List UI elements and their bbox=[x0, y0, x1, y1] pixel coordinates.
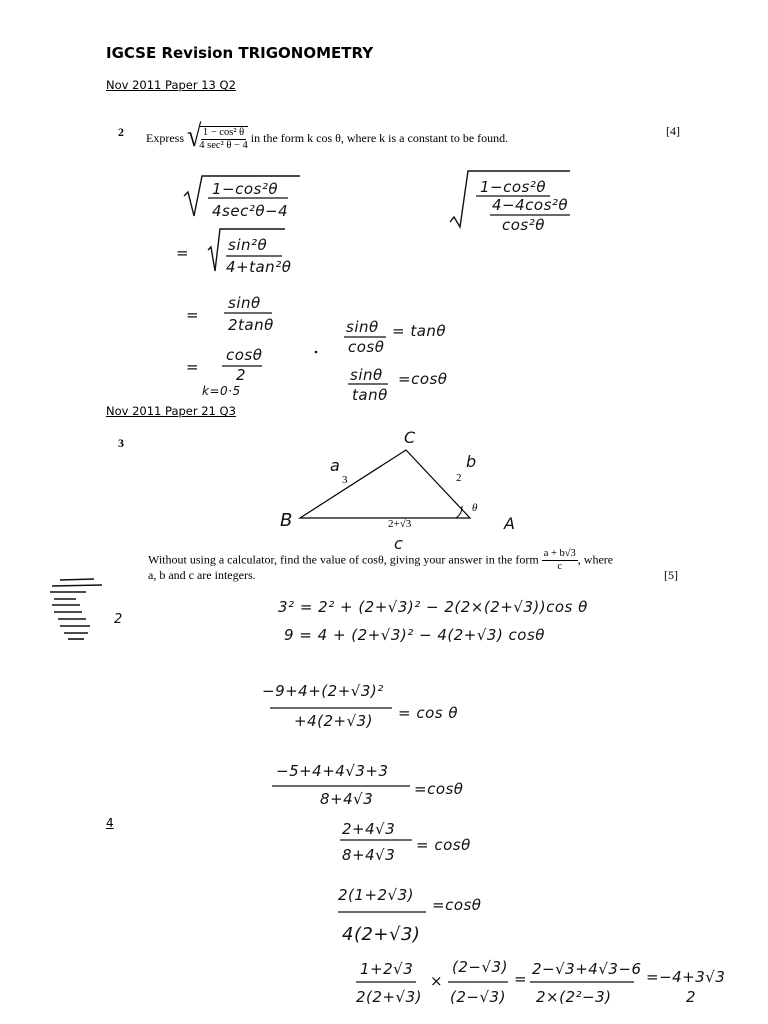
q1-side2-res: = tanθ bbox=[392, 322, 447, 340]
vertex-a: A bbox=[504, 514, 516, 533]
q1-side2-num: sinθ bbox=[346, 318, 379, 336]
q2-line3-num: −9+4+(2+√3)² bbox=[262, 682, 384, 700]
q1-reference: Nov 2011 Paper 13 Q2 bbox=[106, 78, 236, 92]
q2-line5-res: = cosθ bbox=[416, 836, 471, 854]
q2-line4-num: −5+4+4√3+3 bbox=[276, 762, 389, 780]
q1-step4-den: 2 bbox=[236, 366, 247, 384]
angle-theta: θ bbox=[472, 502, 478, 514]
q1-frac-num: 1 − cos² θ bbox=[202, 127, 245, 138]
q2-question-line2: a, b and c are integers. bbox=[148, 568, 256, 582]
q2-line5-num: 2+4√3 bbox=[342, 820, 396, 838]
q1-side3-res: =cosθ bbox=[398, 370, 448, 388]
q1-eq-1: = bbox=[176, 244, 190, 262]
q2-text-line1: Without using a calculator, find the value of cosθ, giving your answer in the form bbox=[148, 552, 539, 567]
sqrt-symbol: √ bbox=[187, 118, 202, 154]
side-bc-label: 3 bbox=[342, 474, 348, 486]
q1-side1-mid: 4−4cos²θ bbox=[492, 196, 569, 214]
q2-work-line2: 9 = 4 + (2+√3)² − 4(2+√3) cosθ bbox=[284, 626, 545, 644]
q2-line7c-num: 2−√3+4√3−6 bbox=[532, 960, 642, 978]
side-ab-hand: c bbox=[394, 534, 404, 553]
q2-line7-times: × bbox=[430, 972, 444, 990]
q2-line5-den: 8+4√3 bbox=[342, 846, 396, 864]
q1-step3-den: 2tanθ bbox=[228, 316, 274, 334]
q2-line7-eq: = bbox=[514, 970, 528, 988]
q2-form-num: a + b√3 bbox=[543, 548, 576, 559]
q1-eq-3: = bbox=[186, 358, 200, 376]
q2-number: 3 bbox=[118, 436, 124, 450]
q1-step1-den: 4sec²θ−4 bbox=[212, 202, 289, 220]
side-ca-hand: b bbox=[466, 452, 477, 471]
q2-line7a-num: 1+2√3 bbox=[360, 960, 414, 978]
q1-side3-num: sinθ bbox=[350, 366, 383, 384]
side-ca-label: 2 bbox=[456, 472, 462, 484]
q1-step4-num: cosθ bbox=[226, 346, 263, 364]
q2-reference: Nov 2011 Paper 21 Q3 bbox=[106, 404, 236, 418]
q2-line7b-num: (2−√3) bbox=[452, 958, 508, 976]
q1-step3-num: sinθ bbox=[228, 294, 261, 312]
q1-step2-den: 4+tan²θ bbox=[226, 258, 292, 276]
q2-line7c-den: 2×(2²−3) bbox=[536, 988, 612, 1006]
q2-line6-num: 2(1+2√3) bbox=[338, 886, 415, 904]
q2-line3-den: +4(2+√3) bbox=[294, 712, 374, 730]
side-bc-hand: a bbox=[330, 456, 341, 475]
q2-work-line1: 3² = 2² + (2+√3)² − 2(2×(2+√3))cos θ bbox=[278, 598, 588, 616]
q1-side3-den: tanθ bbox=[352, 386, 388, 404]
q2-line7b-den: (2−√3) bbox=[450, 988, 506, 1006]
vertex-b: B bbox=[280, 510, 293, 531]
q1-k-result: k=0·5 bbox=[202, 384, 241, 398]
q1-number: 2 bbox=[118, 125, 124, 139]
q2-side-mark: 2 bbox=[114, 612, 123, 627]
vertex-c: C bbox=[404, 428, 416, 447]
q3-reference: 4 bbox=[106, 816, 114, 830]
q2-line7d-num: =−4+3√3 bbox=[646, 968, 726, 986]
q2-line7d-den: 2 bbox=[686, 988, 697, 1006]
q2-marks: [5] bbox=[664, 568, 678, 582]
q1-marks: [4] bbox=[666, 124, 680, 138]
side-ab-label: 2+√3 bbox=[388, 518, 412, 530]
page-title: IGCSE Revision TRIGONOMETRY bbox=[106, 44, 374, 62]
q1-side1-num: 1−cos²θ bbox=[480, 178, 547, 196]
q2-line3-res: = cos θ bbox=[398, 704, 459, 722]
q2-form-den: c bbox=[557, 561, 563, 572]
q1-step2-num: sin²θ bbox=[228, 236, 268, 254]
q2-line6-den: 4(2+√3) bbox=[342, 924, 421, 945]
q1-text-before: Express bbox=[146, 130, 184, 145]
q1-step1-num: 1−cos²θ bbox=[212, 180, 279, 198]
q2-line4-den: 8+4√3 bbox=[320, 790, 374, 808]
q2-text-where: , where bbox=[577, 552, 614, 567]
q1-frac-den: 4 sec² θ − 4 bbox=[199, 140, 248, 151]
q1-eq-2: = bbox=[186, 306, 200, 324]
q1-text-after: in the form k cos θ, where k is a constant to be found. bbox=[250, 130, 509, 145]
q2-line4-res: =cosθ bbox=[414, 780, 464, 798]
q2-line7a-den: 2(2+√3) bbox=[356, 988, 422, 1006]
q1-side2-den: cosθ bbox=[348, 338, 385, 356]
q2-line6-res: =cosθ bbox=[432, 896, 482, 914]
q1-side1-den: cos²θ bbox=[502, 216, 545, 234]
